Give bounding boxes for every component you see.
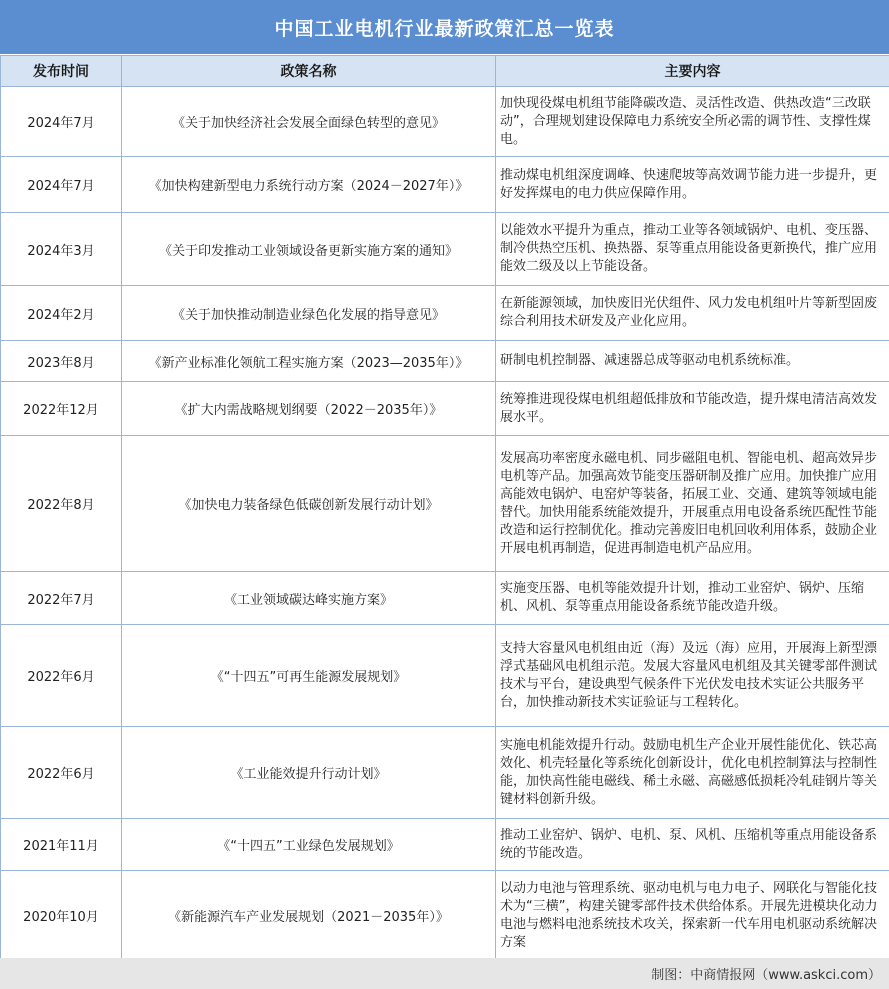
table-row: [1, 572, 889, 625]
table-row: [1, 436, 889, 572]
table-header-row: [1, 56, 889, 87]
cell-content: 实施电机能效提升行动。鼓励电机生产企业开展性能优化、铁芯高效化、机壳轻量化等系统化创新设计，优化电机控制算法与控制性能，加快高性能电磁线、稀土永磁、高磁感低损耗冷轧硅钢片等关键材料创新升级。: [496, 727, 889, 819]
cell-content: 研制电机控制器、减速器总成等驱动电机系统标准。: [496, 341, 889, 382]
cell-date: 2024年2月: [1, 286, 122, 341]
column-header-content: 主要内容: [496, 56, 889, 87]
cell-date: 2022年7月: [1, 572, 122, 625]
cell-content: 以动力电池与管理系统、驱动电机与电力电子、网联化与智能化技术为“三横”，构建关键零部件技术供给体系。开展先进模块化动力电池与燃料电池系统技术攻关，探索新一代车用电机驱动系统解决方案: [496, 871, 889, 961]
cell-date: 2022年8月: [1, 436, 122, 572]
cell-policy-name: 《新能源汽车产业发展规划（2021－2035年）》: [122, 871, 496, 961]
table-row: [1, 157, 889, 213]
cell-policy-name: 《新产业标准化领航工程实施方案（2023—2035年）》: [122, 341, 496, 382]
cell-content: 发展高功率密度永磁电机、同步磁阻电机、智能电机、超高效异步电机等产品。加强高效节能变压器研制及推广应用。加快推广应用高能效电锅炉、电窑炉等装备，拓展工业、交通、建筑等领域电能替代。加快用能系统能效提升，开展重点用电设备系统匹配性节能改造和运行控制优化。推动完善废旧电机回收利用体系，鼓励企业开展电机再制造，促进再制造电机产品应用。: [496, 436, 889, 572]
cell-content: 加快现役煤电机组节能降碳改造、灵活性改造、供热改造“三改联动”，合理规划建设保障电力系统安全所必需的调节性、支撑性煤电。: [496, 87, 889, 157]
cell-policy-name: 《扩大内需战略规划纲要（2022－2035年）》: [122, 382, 496, 436]
cell-content: 统筹推进现役煤电机组超低排放和节能改造，提升煤电清洁高效发展水平。: [496, 382, 889, 436]
cell-date: 2024年7月: [1, 87, 122, 157]
cell-content: 支持大容量风电机组由近（海）及远（海）应用，开展海上新型漂浮式基础风电机组示范。发展大容量风电机组及其关键零部件测试技术与平台，建设典型气候条件下光伏发电技术实证公共服务平台，加快推动新技术实证验证与工程转化。: [496, 625, 889, 727]
table-row: [1, 341, 889, 382]
cell-policy-name: 《工业能效提升行动计划》: [122, 727, 496, 819]
cell-date: 2022年12月: [1, 382, 122, 436]
page-title: 中国工业电机行业最新政策汇总一览表: [0, 0, 889, 54]
cell-content: 推动工业窑炉、锅炉、电机、泵、风机、压缩机等重点用能设备系统的节能改造。: [496, 819, 889, 871]
cell-policy-name: 《关于加快经济社会发展全面绿色转型的意见》: [122, 87, 496, 157]
cell-date: 2020年10月: [1, 871, 122, 961]
cell-policy-name: 《关于加快推动制造业绿色化发展的指导意见》: [122, 286, 496, 341]
cell-date: 2023年8月: [1, 341, 122, 382]
cell-date: 2022年6月: [1, 727, 122, 819]
column-header-name: 政策名称: [122, 56, 496, 87]
source-footer: 制图：中商情报网（www.askci.com）: [0, 958, 889, 989]
cell-policy-name: 《加快电力装备绿色低碳创新发展行动计划》: [122, 436, 496, 572]
table-row: [1, 87, 889, 157]
cell-date: 2021年11月: [1, 819, 122, 871]
table-row: [1, 871, 889, 961]
cell-content: 推动煤电机组深度调峰、快速爬坡等高效调节能力进一步提升，更好发挥煤电的电力供应保障作用。: [496, 157, 889, 213]
cell-policy-name: 《“十四五”工业绿色发展规划》: [122, 819, 496, 871]
table-row: [1, 382, 889, 436]
table-row: [1, 819, 889, 871]
column-header-date: 发布时间: [1, 56, 122, 87]
cell-date: 2024年3月: [1, 213, 122, 286]
cell-date: 2024年7月: [1, 157, 122, 213]
cell-policy-name: 《加快构建新型电力系统行动方案（2024－2027年）》: [122, 157, 496, 213]
cell-content: 实施变压器、电机等能效提升计划，推动工业窑炉、锅炉、压缩机、风机、泵等重点用能设备系统节能改造升级。: [496, 572, 889, 625]
table-row: [1, 286, 889, 341]
cell-date: 2022年6月: [1, 625, 122, 727]
policy-table: [0, 55, 889, 961]
cell-content: 以能效水平提升为重点，推动工业等各领域锅炉、电机、变压器、制冷供热空压机、换热器、泵等重点用能设备更新换代，推广应用能效二级及以上节能设备。: [496, 213, 889, 286]
cell-policy-name: 《“十四五”可再生能源发展规划》: [122, 625, 496, 727]
cell-content: 在新能源领域，加快废旧光伏组件、风力发电机组叶片等新型固废综合利用技术研发及产业化应用。: [496, 286, 889, 341]
table-row: [1, 213, 889, 286]
table-row: [1, 727, 889, 819]
cell-policy-name: 《关于印发推动工业领域设备更新实施方案的通知》: [122, 213, 496, 286]
cell-policy-name: 《工业领域碳达峰实施方案》: [122, 572, 496, 625]
table-row: [1, 625, 889, 727]
